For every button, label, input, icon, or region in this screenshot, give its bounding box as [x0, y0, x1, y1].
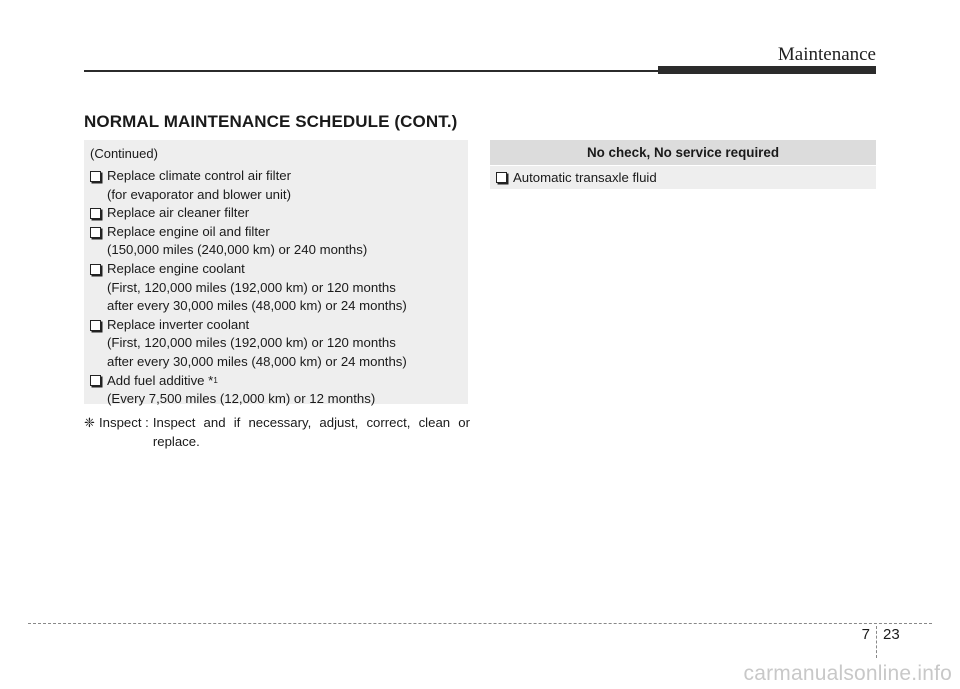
- page-number: 23: [883, 626, 900, 643]
- item-label: Replace climate control air filter: [107, 168, 291, 183]
- checkbox-icon: [90, 171, 101, 182]
- item-label: Replace inverter coolant: [107, 316, 250, 332]
- chapter-number: 7: [861, 626, 870, 643]
- footnote-label: Inspect :: [99, 415, 149, 430]
- item-detail: (First, 120,000 miles (192,000 km) or 120 months: [107, 279, 396, 295]
- header-title: Maintenance: [777, 44, 876, 65]
- footnote-text: Inspect and if necessary, adjust, correct, clean or replace.: [152, 415, 470, 449]
- schedule-item-list: [90, 167, 407, 409]
- continued-label: (Continued): [90, 146, 158, 161]
- no-service-header: No check, No service required: [490, 140, 876, 165]
- checkbox-icon: [90, 208, 101, 219]
- section-title: NORMAL MAINTENANCE SCHEDULE (CONT.): [84, 112, 458, 131]
- checkbox-icon: [90, 264, 101, 275]
- item-detail: (First, 120,000 miles (192,000 km) or 120 months: [107, 335, 396, 351]
- checkbox-icon: [90, 227, 101, 238]
- item-label: Replace engine oil and filter: [107, 223, 270, 239]
- checkbox-icon: [90, 320, 101, 331]
- item-detail: after every 30,000 miles (48,000 km) or 24 months): [107, 298, 407, 314]
- item-label: Automatic transaxle fluid: [513, 170, 657, 185]
- item-label: Replace engine coolant: [107, 260, 245, 276]
- list-item: [90, 204, 407, 223]
- no-service-box: [490, 166, 876, 189]
- item-detail: (Every 7,500 miles (12,000 km) or 12 months): [107, 391, 376, 407]
- list-item: Add fuel additive * 1 (Every 7,500 miles (12,000 km) or 12 months): [90, 372, 407, 409]
- list-item: [90, 167, 407, 204]
- list-item: [496, 170, 657, 185]
- header-rule: [84, 70, 664, 72]
- item-label: Replace air cleaner filter: [107, 205, 250, 221]
- item-detail: (150,000 miles (240,000 km) or 240 months): [107, 242, 368, 258]
- left-schedule-box: [84, 140, 468, 407]
- checkbox-icon: [90, 375, 101, 386]
- item-detail: after every 30,000 miles (48,000 km) or 24 months): [107, 353, 407, 369]
- footer-divider: [876, 626, 877, 658]
- list-item: [90, 223, 407, 260]
- inspect-footnote: [84, 414, 470, 451]
- header-rule-accent: [658, 66, 876, 74]
- checkbox-icon: [496, 172, 507, 183]
- asterism-icon: ❈: [84, 415, 96, 430]
- list-item: [90, 316, 407, 372]
- watermark: carmanualsonline.info: [743, 662, 952, 685]
- list-item: [90, 260, 407, 316]
- item-label: Add fuel additive *: [107, 372, 214, 388]
- footer-rule: [28, 623, 932, 624]
- item-detail: (for evaporator and blower unit): [107, 186, 291, 202]
